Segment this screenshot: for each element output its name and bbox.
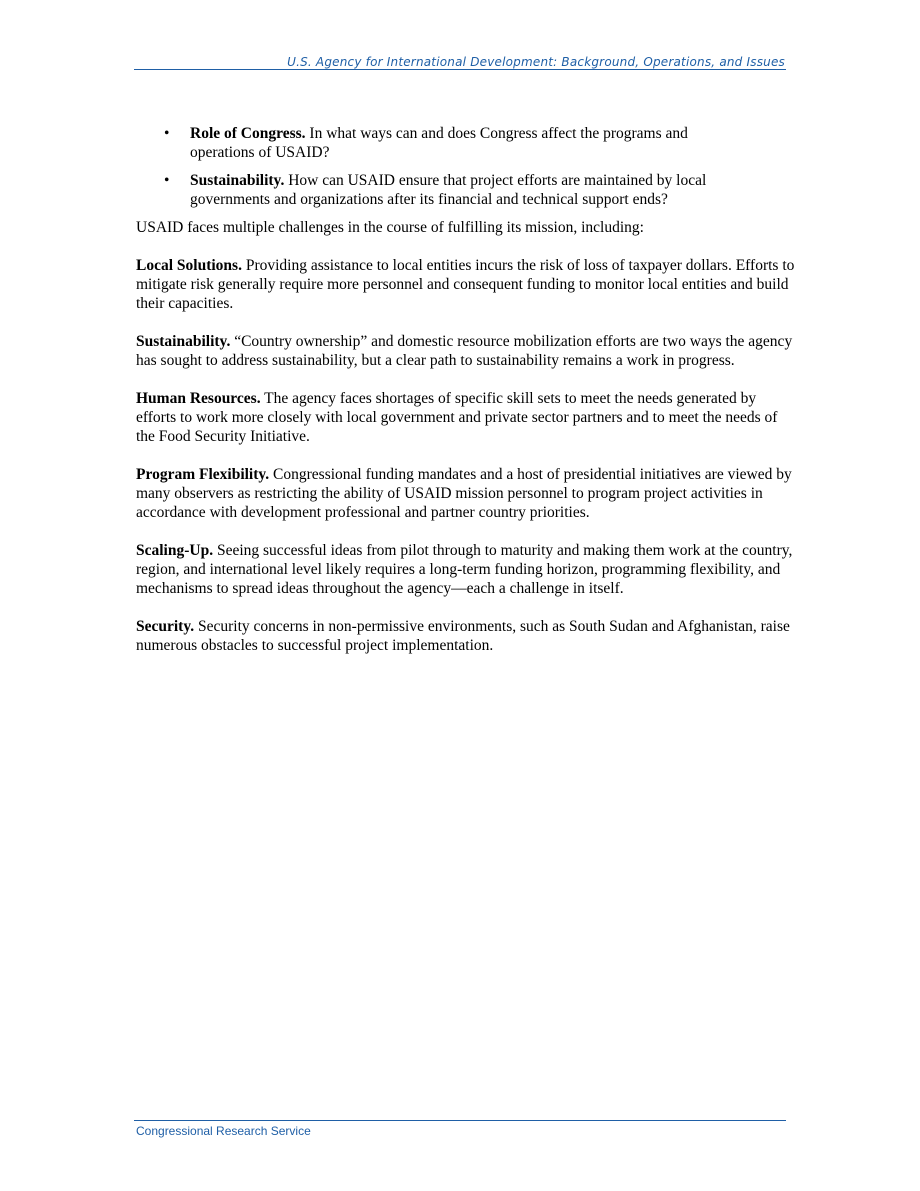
challenge-text: Providing assistance to local entities incurs the risk of loss of taxpayer dollars. Efforts to mitigate risk generally require more personnel and consequent funding to monitor local entities and build their capacities. bbox=[136, 257, 795, 312]
challenge-program-flexibility bbox=[136, 465, 796, 522]
challenge-sustainability bbox=[136, 332, 796, 370]
question-list bbox=[136, 124, 796, 209]
challenge-term: Program Flexibility. bbox=[136, 466, 270, 483]
challenge-text: Security concerns in non-permissive environments, such as South Sudan and Afghanistan, raise numerous obstacles to successful project implementation. bbox=[136, 618, 790, 654]
challenge-text: “Country ownership” and domestic resource mobilization efforts are two ways the agency has sought to address sustainability, but a clear path to sustainability remains a work in progress. bbox=[136, 333, 793, 369]
bullet-item-role-of-congress bbox=[136, 124, 720, 162]
challenge-security bbox=[136, 617, 796, 655]
bullet-dot: • bbox=[164, 172, 170, 189]
document-body bbox=[136, 124, 796, 674]
challenge-text: Congressional funding mandates and a host of presidential initiatives are viewed by many observers as restricting the ability of USAID mission personnel to program project activities in accordance with development professional and partner country priorities. bbox=[136, 466, 792, 521]
header-title: U.S. Agency for International Development: Background, Operations, and Issues bbox=[287, 55, 785, 69]
challenge-term: Local Solutions. bbox=[136, 257, 242, 274]
challenge-text: The agency faces shortages of specific skill sets to meet the needs generated by efforts to work more closely with local government and private sector partners and to meet the needs of the Food Security Initiative. bbox=[136, 390, 778, 445]
challenge-text: Seeing successful ideas from pilot through to maturity and making them work at the country, region, and international level likely requires a long-term funding horizon, programming flexibility, and mechanisms to spread ideas throughout the agency—each a challenge in itself. bbox=[136, 542, 793, 597]
bullet-text: In what ways can and does Congress affect the programs and operations of USAID? bbox=[190, 125, 688, 161]
bullet-term: Sustainability. bbox=[190, 172, 285, 189]
bullet-term: Role of Congress. bbox=[190, 125, 306, 142]
bullet-item-sustainability bbox=[136, 171, 720, 209]
bullet-dot: • bbox=[164, 125, 170, 142]
challenge-term: Security. bbox=[136, 618, 195, 635]
footer-text: Congressional Research Service bbox=[136, 1124, 311, 1138]
challenge-scaling-up bbox=[136, 541, 796, 598]
challenge-human-resources bbox=[136, 389, 796, 446]
challenge-term: Human Resources. bbox=[136, 390, 261, 407]
page-footer bbox=[134, 1120, 786, 1138]
bullet-text: How can USAID ensure that project efforts are maintained by local governments and organizations after its financial and technical support ends? bbox=[190, 172, 707, 208]
page-header bbox=[134, 53, 786, 70]
challenge-term: Sustainability. bbox=[136, 333, 231, 350]
challenge-local-solutions bbox=[136, 256, 796, 313]
challenge-term: Scaling-Up. bbox=[136, 542, 214, 559]
intro-paragraph: USAID faces multiple challenges in the course of fulfilling its mission, including: bbox=[136, 219, 644, 236]
